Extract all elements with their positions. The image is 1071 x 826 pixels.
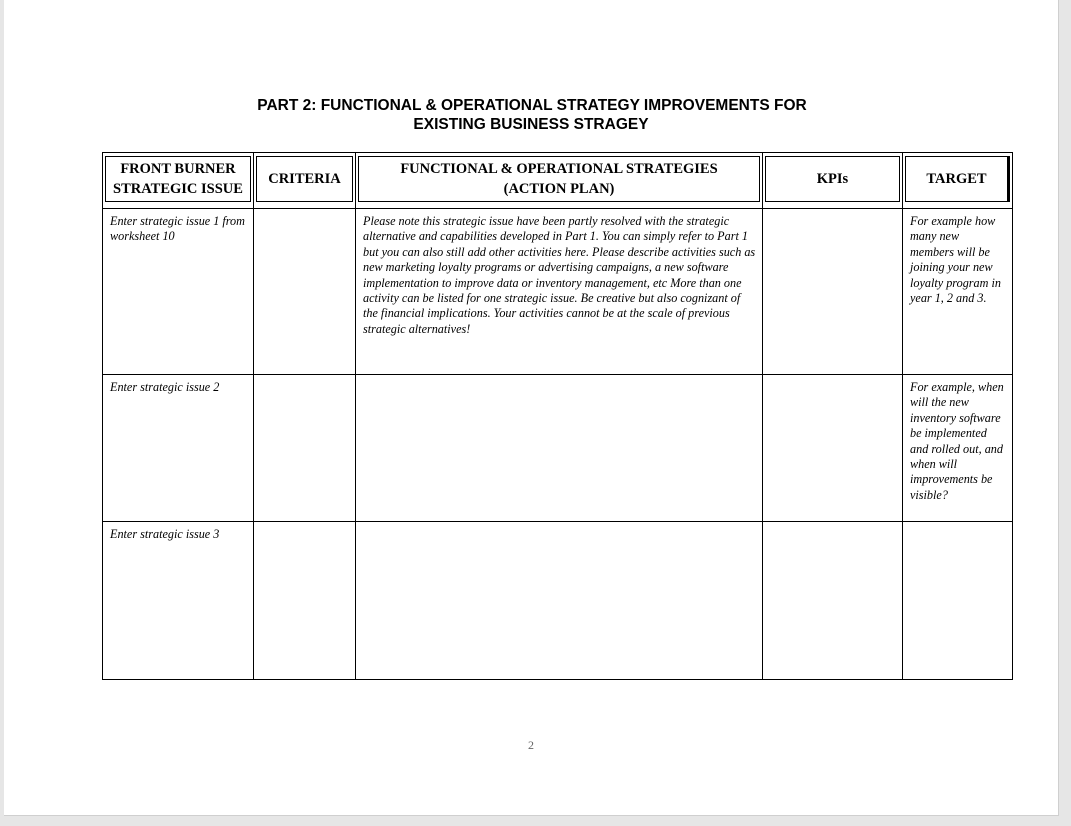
- strategy-table: [102, 152, 1013, 680]
- header-cell-issue: [103, 153, 254, 209]
- header-cell-strategies: [356, 153, 763, 209]
- criteria-cell[interactable]: [254, 375, 356, 522]
- header-issue-line1: FRONT BURNER: [120, 161, 236, 177]
- criteria-cell[interactable]: [254, 209, 356, 375]
- target-cell[interactable]: [903, 209, 1013, 375]
- kpis-cell[interactable]: [763, 522, 903, 680]
- header-cell-kpis: [763, 153, 903, 209]
- kpis-cell[interactable]: [763, 375, 903, 522]
- strategies-cell[interactable]: [356, 375, 763, 522]
- target-text: For example how many new members will be joining your new loyalty program in year 1, 2 and 3.: [910, 214, 1001, 306]
- table-row: [103, 375, 1013, 522]
- table-row: [103, 209, 1013, 375]
- target-text: For example, when will the new inventory software be implemented and rolled out, and when will improvements be visible?: [910, 380, 1004, 502]
- page-title: [4, 96, 1058, 134]
- header-strategies-line2: (ACTION PLAN): [503, 181, 615, 197]
- target-cell[interactable]: [903, 375, 1013, 522]
- target-cell[interactable]: [903, 522, 1013, 680]
- issue-text: Enter strategic issue 1 from worksheet 10: [110, 214, 245, 244]
- issue-text: Enter strategic issue 2: [110, 380, 220, 394]
- issue-cell[interactable]: [103, 209, 254, 375]
- kpis-cell[interactable]: [763, 209, 903, 375]
- header-criteria: CRITERIA: [268, 171, 341, 187]
- criteria-cell[interactable]: [254, 522, 356, 680]
- page-number: 2: [528, 738, 534, 752]
- title-line-1: PART 2: FUNCTIONAL & OPERATIONAL STRATEGY IMPROVEMENTS FOR: [257, 97, 807, 114]
- issue-cell[interactable]: [103, 522, 254, 680]
- header-target: TARGET: [926, 171, 987, 187]
- header-cell-criteria: [254, 153, 356, 209]
- header-issue-line2: STRATEGIC ISSUE: [113, 181, 243, 197]
- header-strategies-line1: FUNCTIONAL & OPERATIONAL STRATEGIES: [400, 161, 718, 177]
- strategies-cell[interactable]: [356, 522, 763, 680]
- header-cell-target: [903, 153, 1013, 209]
- strategies-text: Please note this strategic issue have been partly resolved with the strategic alternative and capabilities developed in Part 1. You can simply refer to Part 1 but you can also still add other activities here. Please describe activities such as new marketing loyalty programs or advertising campaigns, a new software implementation to improve data or inventory management, etc More than one activity can be listed for one strategic issue. Be creative but also cognizant of the financial implications. Your activities cannot be at the scale of previous strategic alternatives!: [363, 214, 756, 336]
- header-kpis: KPIs: [816, 171, 849, 187]
- issue-text: Enter strategic issue 3: [110, 527, 220, 541]
- table-row: [103, 522, 1013, 680]
- title-line-2: EXISTING BUSINESS STRAGEY: [413, 116, 649, 133]
- strategies-cell[interactable]: [356, 209, 763, 375]
- table-header-row: [103, 153, 1013, 209]
- issue-cell[interactable]: [103, 375, 254, 522]
